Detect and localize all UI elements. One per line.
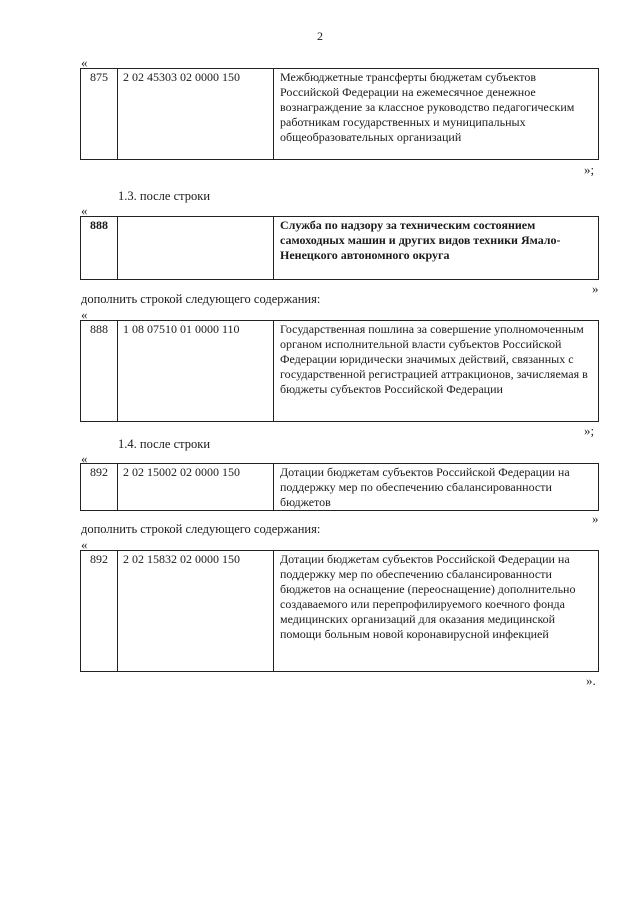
kbk-table-892-balance <box>80 463 599 511</box>
close-quote-5: ». <box>586 673 596 688</box>
admin-code-cell: 892 <box>81 464 118 511</box>
page-number: 2 <box>317 29 323 43</box>
close-quote-2: » <box>592 281 599 296</box>
kbk-code-cell: 2 02 45303 02 0000 150 <box>118 69 274 160</box>
open-quote-5: « <box>81 537 88 552</box>
revenue-name-cell: Межбюджетные трансферты бюджетам субъектов Российской Федерации на ежемесячное денежное вознаграждение за классное руководство педагогическим работникам государственных и муниципальных общеобразовательных организаций <box>274 69 599 160</box>
open-quote-4: « <box>81 451 88 466</box>
kbk-table-888-fee <box>80 320 599 422</box>
close-quote-3: »; <box>584 423 595 438</box>
admin-code-cell: 875 <box>81 69 118 160</box>
table-row <box>81 551 599 672</box>
kbk-code-cell <box>118 217 274 280</box>
revenue-name-cell: Служба по надзору за техническим состоянием самоходных машин и других видов техники Ямало-Ненецкого автономного округа <box>274 217 599 280</box>
revenue-name-cell: Дотации бюджетам субъектов Российской Федерации на поддержку мер по обеспечению сбалансированности бюджетов <box>274 464 599 511</box>
table-row <box>81 217 599 280</box>
open-quote-2: « <box>81 203 88 218</box>
add-line-text-1: дополнить строкой следующего содержания: <box>81 292 321 306</box>
section-heading-1-4: 1.4. после строки <box>118 437 211 451</box>
close-quote-4: » <box>592 511 599 526</box>
table-row <box>81 321 599 422</box>
kbk-table-888-header <box>80 216 599 280</box>
admin-code-cell: 888 <box>81 321 118 422</box>
section-heading-1-3: 1.3. после строки <box>118 189 211 203</box>
add-line-text-2: дополнить строкой следующего содержания: <box>81 522 321 536</box>
kbk-table-875 <box>80 68 599 160</box>
kbk-code-cell: 2 02 15832 02 0000 150 <box>118 551 274 672</box>
kbk-code-cell: 1 08 07510 01 0000 110 <box>118 321 274 422</box>
kbk-table-892-covid <box>80 550 599 672</box>
table-row <box>81 464 599 511</box>
close-quote-1: »; <box>584 162 595 177</box>
admin-code-cell: 888 <box>81 217 118 280</box>
open-quote-1: « <box>81 55 88 70</box>
table-row <box>81 69 599 160</box>
admin-code-cell: 892 <box>81 551 118 672</box>
revenue-name-cell: Государственная пошлина за совершение уполномоченным органом исполнительной власти субъектов Российской Федерации юридически значимых действий, связанных с государственной регистрацией аттракционов, зачисляемая в бюджеты субъектов Российской Федерации <box>274 321 599 422</box>
revenue-name-cell: Дотации бюджетам субъектов Российской Федерации на поддержку мер по обеспечению сбалансированности бюджетов на оснащение (переоснащение) дополнительно создаваемого или перепрофилируемого коечного фонда медицинских организаций для оказания медицинской помощи больным новой коронавирусной инфекцией <box>274 551 599 672</box>
kbk-code-cell: 2 02 15002 02 0000 150 <box>118 464 274 511</box>
open-quote-3: « <box>81 307 88 322</box>
